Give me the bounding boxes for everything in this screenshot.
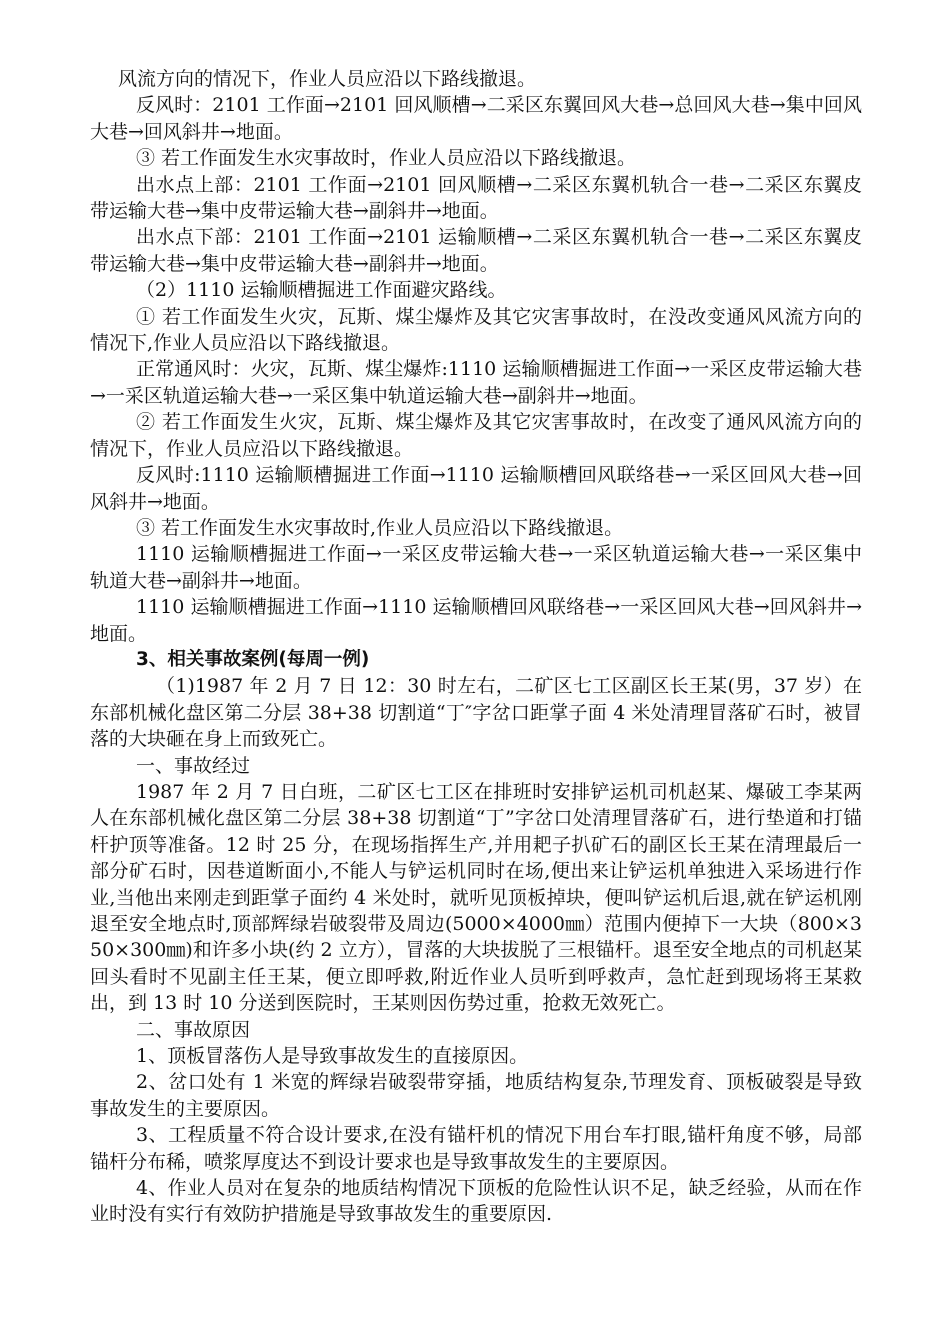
paragraph: ① 若工作面发生火灾，瓦斯、煤尘爆炸及其它灾害事故时，在没改变通风风流方向的情况下,作业人员应沿以下路线撤退。 (90, 305, 862, 355)
paragraph: 风流方向的情况下，作业人员应沿以下路线撤退。 (118, 68, 537, 90)
paragraph: 反风时:1110 运输顺槽掘进工作面→1110 运输顺槽回风联络巷→一采区回风大巷→回风斜井→地面。 (90, 464, 862, 513)
paragraph: 出水点下部：2101 工作面→2101 运输顺槽→二采区东翼机轨合一巷→二采区东翼皮带运输大巷→集中皮带运输大巷→副斜井→地面。 (90, 226, 862, 275)
paragraph: ② 若工作面发生火灾，瓦斯、煤尘爆炸及其它灾害事故时，在改变了通风风流方向的情况下，作业人员应沿以下路线撤退。 (90, 411, 862, 460)
paragraph: 4、作业人员对在复杂的地质结构情况下顶板的危险性认识不足，缺乏经验，从而在作业时没有实行有效防护措施是导致事故发生的重要原因. (90, 1177, 862, 1226)
paragraph: （1)1987 年 2 月 7 日 12：30 时左右，二矿区七工区副区长王某(男，37 岁）在东部机械化盘区第二分层 38+38 切割道“丁″字岔口距掌子面 4 米处清理冒落矿石时，被冒落的大块砸在身上而致死亡。 (90, 675, 862, 751)
paragraph: 3、工程质量不符合设计要求,在没有锚杆机的情况下用台车打眼,锚杆角度不够，局部锚杆分布稀，喷浆厚度达不到设计要求也是导致事故发生的主要原因。 (90, 1124, 862, 1173)
paragraph: 2、岔口处有 1 米宽的辉绿岩破裂带穿插，地质结构复杂,节理发育、顶板破裂是导致事故发生的主要原因。 (90, 1071, 862, 1120)
section-heading: 3、相关事故案例(每周一例) (136, 648, 370, 670)
paragraph: 反风时：2101 工作面→2101 回风顺槽→二采区东翼回风大巷→总回风大巷→集中回风大巷→回风斜井→地面。 (90, 94, 862, 143)
paragraph: 1987 年 2 月 7 日白班，二矿区七工区在排班时安排铲运机司机赵某、爆破工李某两人在东部机械化盘区第二分层 38+38 切割道“丁”字岔口处清理冒落矿石，进行垫道和打锚杆护顶等准备。12 时 25 分，在现场指挥生产,并用耙子扒矿石的副区长王某在清理最后一部分矿石时，因巷道断面小,不能人与铲运机同时在场,便出来让铲运机单独进入采场进行作业,当他出来刚走到距掌子面约 4 米处时，就听见顶板掉块，便叫铲运机后退,就在铲运机刚退至安全地点时,顶部辉绿岩破裂带及周边(5000×4000㎜）范围内便掉下一大块（800×350×300㎜)和许多小块(约 2 立方），冒落的大块拔脱了三根锚杆。退至安全地点的司机赵某回头看时不见副主任王某，便立即呼救,附近作业人员听到呼救声，急忙赶到现场将王某救出，到 13 时 10 分送到医院时，王某则因伤势过重，抢救无效死亡。 (90, 780, 862, 1015)
paragraph: 出水点上部：2101 工作面→2101 回风顺槽→二采区东翼机轨合一巷→二采区东翼皮带运输大巷→集中皮带运输大巷→副斜井→地面。 (90, 173, 862, 223)
paragraph: ③ 若工作面发生水灾事故时,作业人员应沿以下路线撤退。 (136, 516, 624, 539)
paragraph: 1110 运输顺槽掘进工作面→一采区皮带运输大巷→一采区轨道运输大巷→一采区集中轨道大巷→副斜井→地面。 (90, 543, 862, 592)
subheading: 一、事故经过 (136, 754, 251, 777)
subheading: 二、事故原因 (136, 1018, 251, 1041)
paragraph: （2）1110 运输顺槽掘进工作面避灾路线。 (136, 279, 507, 302)
paragraph: 1、顶板冒落伤人是导致事故发生的直接原因。 (136, 1045, 529, 1068)
paragraph: 1110 运输顺槽掘进工作面→1110 运输顺槽回风联络巷→一采区回风大巷→回风斜井→地面。 (90, 596, 862, 645)
paragraph: 正常通风时：火灾，瓦斯、煤尘爆炸:1110 运输顺槽掘进工作面→一采区皮带运输大巷→一采区轨道运输大巷→一采区集中轨道运输大巷→副斜井→地面。 (90, 358, 862, 407)
paragraph: ③ 若工作面发生水灾事故时，作业人员应沿以下路线撤退。 (136, 147, 637, 170)
